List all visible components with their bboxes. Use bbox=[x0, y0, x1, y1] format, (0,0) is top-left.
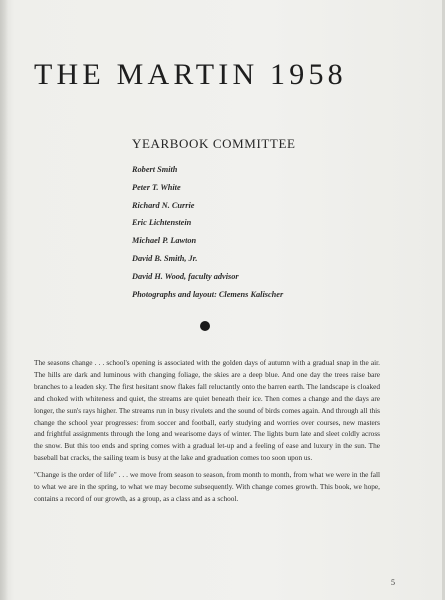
body-paragraph: The seasons change . . . school's opening is associated with the golden days of autumn with a gradual snap in the air. The hills are dark and luminous with changing foliage, the skies are a deep blue. And one day the trees raise bare branches to a leaden sky. The first hesitant snow flakes fall reluctantly onto the barren earth. The landscape is cloaked and choked with whiteness and quiet, the streams are quiet beneath their ice. Then comes a change and the days are longer, the sun's rays higher. The streams run in busy rivulets and the sound of birds comes again. And through all this change the school year progresses: from soccer and football, early studying and worries over courses, new masters and frightful assignments through the long and wearisome days of winter. The lights burn late and sleet coldly across the snow. But this too ends and spring comes with a gradual let-up and a feeling of ease and luxury in the sun. The baseball bat cracks, the sailing team is busy at the lake and graduation comes too soon upon us. bbox=[34, 358, 380, 463]
committee-member: Michael P. Lawton bbox=[132, 236, 197, 246]
committee-member: David B. Smith, Jr. bbox=[132, 253, 198, 263]
committee-member: Photographs and layout: Clemens Kalischer bbox=[132, 289, 284, 299]
committee-heading: YEARBOOK COMMITTEE bbox=[132, 136, 296, 151]
body-text bbox=[34, 357, 380, 510]
spine-shadow bbox=[0, 0, 8, 600]
committee-member: Richard N. Currie bbox=[132, 200, 195, 210]
page-title: THE MARTIN 1958 bbox=[34, 58, 347, 91]
body-paragraph: "Change is the order of life" . . . we move from season to season, from month to month, from what we were in the fall to what we are in the spring, to what we may become subsequently. With change comes growth. This book, we hope, contains a record of our growth, as a group, as a class and as a school. bbox=[34, 470, 380, 503]
page-number: 5 bbox=[391, 578, 395, 587]
committee-member: Robert Smith bbox=[132, 165, 178, 174]
section-divider-dot bbox=[200, 321, 210, 331]
committee-member: Peter T. White bbox=[132, 182, 181, 192]
committee-member: David H. Wood, faculty advisor bbox=[132, 271, 239, 281]
committee-member-list bbox=[132, 161, 283, 303]
committee-member: Eric Lichtenstein bbox=[132, 218, 192, 228]
